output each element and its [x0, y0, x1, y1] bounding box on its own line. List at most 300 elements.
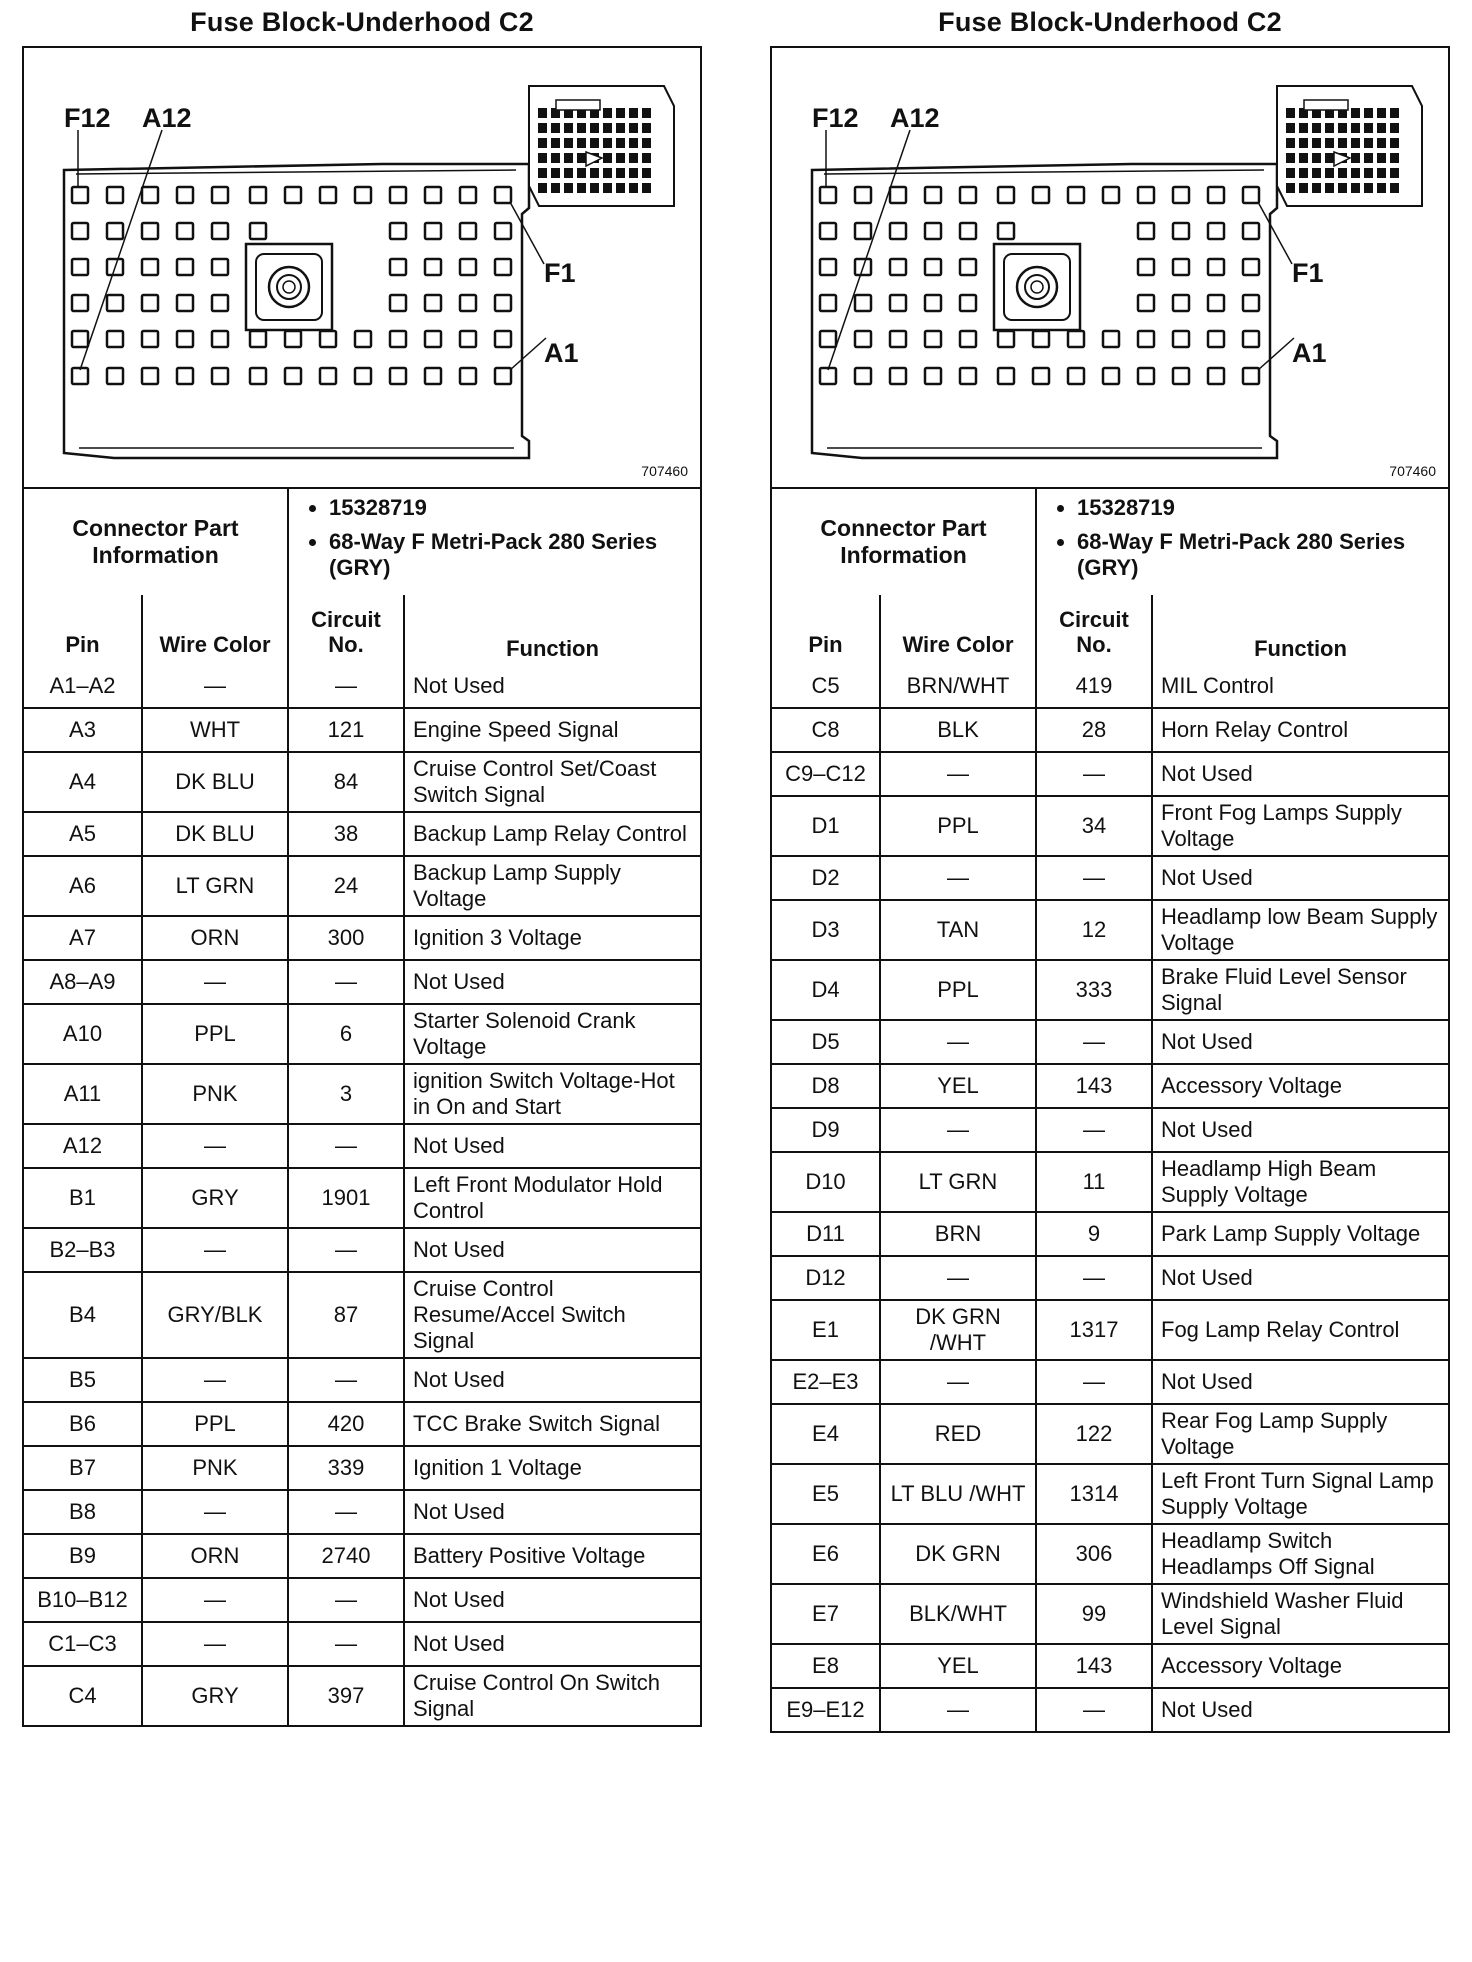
- wire-color-cell: —: [880, 752, 1036, 796]
- table-row: [24, 1666, 700, 1725]
- wire-color-cell: PPL: [880, 796, 1036, 856]
- circuit-no-cell: 333: [1036, 960, 1152, 1020]
- function-cell: Windshield Washer Fluid Level Signal: [1152, 1584, 1448, 1644]
- pin-cell: A10: [24, 1004, 142, 1064]
- label-f1: F1: [544, 258, 576, 288]
- pin-cavity: [72, 295, 88, 311]
- pin-cell: C9–C12: [772, 752, 880, 796]
- pin-cavity: [177, 368, 193, 384]
- figure-id: 707460: [641, 463, 688, 479]
- circuit-no-cell: 143: [1036, 1644, 1152, 1688]
- wire-color-cell: LT GRN: [880, 1152, 1036, 1212]
- pin-cavity: [495, 187, 511, 203]
- table-row: [772, 1020, 1448, 1064]
- table-row: [772, 1256, 1448, 1300]
- table-row: [24, 1534, 700, 1578]
- pin-cavity: [177, 259, 193, 275]
- circuit-no-cell: 28: [1036, 708, 1152, 752]
- table-row: [772, 665, 1448, 708]
- function-cell: Front Fog Lamps Supply Voltage: [1152, 796, 1448, 856]
- circuit-no-cell: —: [288, 1622, 404, 1666]
- table-row: [24, 708, 700, 752]
- circuit-no-cell: —: [1036, 1108, 1152, 1152]
- panel-title: Fuse Block-Underhood C2: [190, 7, 534, 37]
- table-row: [772, 796, 1448, 856]
- pin-cavity: [72, 368, 88, 384]
- pin-cavity: [1173, 331, 1189, 347]
- connector-3d-view: [529, 86, 674, 206]
- table-row: [24, 812, 700, 856]
- circuit-no-cell: 38: [288, 812, 404, 856]
- pin-cavity: [1243, 259, 1259, 275]
- wire-color-cell: PPL: [142, 1004, 288, 1064]
- circuit-no-cell: 419: [1036, 665, 1152, 708]
- table-row: [24, 1578, 700, 1622]
- circuit-no-cell: 1901: [288, 1168, 404, 1228]
- center-bolt-core: [1031, 281, 1043, 293]
- pin-cavity: [998, 223, 1014, 239]
- pin-cavity: [1208, 223, 1224, 239]
- table-row: [772, 708, 1448, 752]
- function-cell: Not Used: [404, 960, 700, 1004]
- wire-color-cell: —: [880, 1360, 1036, 1404]
- pin-cavity: [1103, 368, 1119, 384]
- pin-cell: D1: [772, 796, 880, 856]
- function-cell: Starter Solenoid Crank Voltage: [404, 1004, 700, 1064]
- pin-cavity: [1243, 187, 1259, 203]
- pin-table: [24, 595, 700, 1725]
- pin-cavity: [212, 259, 228, 275]
- function-cell: Not Used: [1152, 1108, 1448, 1152]
- pin-cell: E1: [772, 1300, 880, 1360]
- pin-cavity: [1103, 187, 1119, 203]
- connector-part-info: [1036, 489, 1448, 595]
- pin-cell: E2–E3: [772, 1360, 880, 1404]
- pin-cavity: [855, 331, 871, 347]
- circuit-no-cell: 11: [1036, 1152, 1152, 1212]
- header-function: Function: [404, 595, 700, 665]
- pin-cavity: [1208, 368, 1224, 384]
- pin-cavity: [355, 187, 371, 203]
- pin-cavity: [1173, 259, 1189, 275]
- header-circuit-no: Circuit No.: [288, 595, 404, 665]
- pin-cavity: [390, 295, 406, 311]
- pin-cavity: [1208, 187, 1224, 203]
- circuit-no-cell: —: [1036, 752, 1152, 796]
- connector-face-drawing: [24, 48, 700, 487]
- pin-cavity: [1138, 187, 1154, 203]
- table-row: [772, 1300, 1448, 1360]
- pin-cell: B2–B3: [24, 1228, 142, 1272]
- panel-right: [770, 0, 1450, 1733]
- function-cell: Not Used: [404, 1124, 700, 1168]
- pin-cavity: [320, 368, 336, 384]
- circuit-no-cell: 12: [1036, 900, 1152, 960]
- wire-color-cell: —: [880, 856, 1036, 900]
- pin-cavity: [960, 187, 976, 203]
- pin-cavity: [460, 368, 476, 384]
- pin-cavity: [960, 259, 976, 275]
- circuit-no-cell: 1314: [1036, 1464, 1152, 1524]
- pin-cell: A5: [24, 812, 142, 856]
- function-cell: ignition Switch Voltage-Hot in On and Start: [404, 1064, 700, 1124]
- pin-cavity: [820, 368, 836, 384]
- table-row: [24, 1622, 700, 1666]
- label-a12: A12: [890, 103, 940, 133]
- pin-cell: A4: [24, 752, 142, 812]
- circuit-no-cell: 122: [1036, 1404, 1152, 1464]
- wire-color-cell: PPL: [142, 1402, 288, 1446]
- pin-cavity: [855, 368, 871, 384]
- pin-cell: E9–E12: [772, 1688, 880, 1731]
- pin-cavity: [460, 223, 476, 239]
- table-row: [772, 1464, 1448, 1524]
- function-cell: Not Used: [1152, 1256, 1448, 1300]
- circuit-no-cell: —: [1036, 1020, 1152, 1064]
- pin-table: [772, 595, 1448, 1731]
- wire-color-cell: YEL: [880, 1644, 1036, 1688]
- circuit-no-cell: 420: [288, 1402, 404, 1446]
- pin-cavity: [1173, 223, 1189, 239]
- pin-cavity: [390, 331, 406, 347]
- pin-cavity: [925, 187, 941, 203]
- pin-cavity: [355, 368, 371, 384]
- connector-3d-view: [1277, 86, 1422, 206]
- wire-color-cell: ORN: [142, 1534, 288, 1578]
- function-cell: Park Lamp Supply Voltage: [1152, 1212, 1448, 1256]
- pin-cavity: [1243, 295, 1259, 311]
- pin-cell: B1: [24, 1168, 142, 1228]
- circuit-no-cell: —: [1036, 1360, 1152, 1404]
- pin-cavity: [425, 187, 441, 203]
- wire-color-cell: DK GRN: [880, 1524, 1036, 1584]
- pin-cavity: [425, 223, 441, 239]
- pin-cell: B6: [24, 1402, 142, 1446]
- pin-cell: A12: [24, 1124, 142, 1168]
- label-a12: A12: [142, 103, 192, 133]
- circuit-no-cell: 3: [288, 1064, 404, 1124]
- pin-cavity: [425, 259, 441, 275]
- pin-cavity: [107, 187, 123, 203]
- pin-cavity: [250, 331, 266, 347]
- pin-cell: D9: [772, 1108, 880, 1152]
- pin-cavity: [142, 223, 158, 239]
- circuit-no-cell: —: [288, 1228, 404, 1272]
- pin-cavity: [998, 187, 1014, 203]
- wire-color-cell: —: [142, 1578, 288, 1622]
- pin-cavity: [1208, 295, 1224, 311]
- function-cell: Cruise Control On Switch Signal: [404, 1666, 700, 1725]
- pin-cavity: [390, 368, 406, 384]
- pin-cavity: [250, 223, 266, 239]
- header-pin: Pin: [772, 595, 880, 665]
- circuit-no-cell: 84: [288, 752, 404, 812]
- connector-info-table: [24, 489, 700, 595]
- pin-cavity: [250, 368, 266, 384]
- circuit-no-cell: —: [288, 1490, 404, 1534]
- panel-left: [22, 0, 702, 1727]
- pin-cavity: [820, 331, 836, 347]
- circuit-no-cell: 300: [288, 916, 404, 960]
- pin-cavity: [495, 331, 511, 347]
- circuit-no-cell: 143: [1036, 1064, 1152, 1108]
- header-circuit-no: Circuit No.: [1036, 595, 1152, 665]
- pin-cell: D11: [772, 1212, 880, 1256]
- pin-cavity: [425, 368, 441, 384]
- table-row: [772, 900, 1448, 960]
- function-cell: Accessory Voltage: [1152, 1064, 1448, 1108]
- connector-diagram: [772, 48, 1448, 489]
- table-row: [772, 752, 1448, 796]
- function-cell: Not Used: [404, 1578, 700, 1622]
- circuit-no-cell: —: [288, 1578, 404, 1622]
- pin-cell: E7: [772, 1584, 880, 1644]
- table-row: [24, 1490, 700, 1534]
- pin-cavity: [1033, 368, 1049, 384]
- wire-color-cell: —: [880, 1108, 1036, 1152]
- pin-cell: B10–B12: [24, 1578, 142, 1622]
- pin-cavity: [1033, 187, 1049, 203]
- table-row: [772, 856, 1448, 900]
- function-cell: Headlamp low Beam Supply Voltage: [1152, 900, 1448, 960]
- pin-cavity: [495, 259, 511, 275]
- circuit-no-cell: —: [1036, 856, 1152, 900]
- pin-cavity: [960, 331, 976, 347]
- wire-color-cell: PPL: [880, 960, 1036, 1020]
- wire-color-cell: —: [880, 1020, 1036, 1064]
- table-row: [24, 1064, 700, 1124]
- pin-cavity: [925, 295, 941, 311]
- pin-cavity: [1138, 368, 1154, 384]
- pin-cell: D10: [772, 1152, 880, 1212]
- function-cell: Not Used: [404, 1622, 700, 1666]
- circuit-no-cell: 397: [288, 1666, 404, 1725]
- function-cell: Not Used: [1152, 1020, 1448, 1064]
- wire-color-cell: DK GRN /WHT: [880, 1300, 1036, 1360]
- wire-color-cell: PNK: [142, 1064, 288, 1124]
- pin-cavity: [1068, 331, 1084, 347]
- function-cell: Not Used: [1152, 1688, 1448, 1731]
- table-row: [24, 1004, 700, 1064]
- pin-cavity: [1138, 223, 1154, 239]
- pin-cavity: [212, 187, 228, 203]
- pin-cavity: [1243, 223, 1259, 239]
- pin-cavity: [925, 331, 941, 347]
- pin-cavity: [425, 331, 441, 347]
- function-cell: Not Used: [404, 1358, 700, 1402]
- pin-cell: E8: [772, 1644, 880, 1688]
- pin-cavity: [495, 295, 511, 311]
- function-cell: Not Used: [1152, 752, 1448, 796]
- function-cell: Horn Relay Control: [1152, 708, 1448, 752]
- connector-face-drawing: [772, 48, 1448, 487]
- figure-id: 707460: [1389, 463, 1436, 479]
- wire-color-cell: —: [142, 1622, 288, 1666]
- wire-color-cell: GRY: [142, 1666, 288, 1725]
- function-cell: Not Used: [404, 665, 700, 708]
- pin-cell: A8–A9: [24, 960, 142, 1004]
- pin-cavity: [1138, 259, 1154, 275]
- pin-cell: C5: [772, 665, 880, 708]
- leader-a1: [1258, 338, 1294, 370]
- table-row: [772, 1212, 1448, 1256]
- wire-color-cell: GRY: [142, 1168, 288, 1228]
- table-row: [24, 1168, 700, 1228]
- table-row: [772, 1644, 1448, 1688]
- circuit-no-cell: 339: [288, 1446, 404, 1490]
- pin-cavity: [1033, 331, 1049, 347]
- circuit-no-cell: 87: [288, 1272, 404, 1358]
- pin-cavity: [1243, 331, 1259, 347]
- pin-cavity: [177, 295, 193, 311]
- function-cell: Brake Fluid Level Sensor Signal: [1152, 960, 1448, 1020]
- pin-cavity: [1243, 368, 1259, 384]
- pin-cavity: [390, 223, 406, 239]
- pin-cavity: [820, 295, 836, 311]
- wire-color-cell: YEL: [880, 1064, 1036, 1108]
- wire-color-cell: —: [880, 1688, 1036, 1731]
- table-row: [24, 856, 700, 916]
- connector-diagram: [24, 48, 700, 489]
- function-cell: Accessory Voltage: [1152, 1644, 1448, 1688]
- circuit-no-cell: 1317: [1036, 1300, 1152, 1360]
- pin-cavity: [320, 187, 336, 203]
- pin-cavity: [107, 295, 123, 311]
- pin-cell: D5: [772, 1020, 880, 1064]
- pin-cavity: [460, 259, 476, 275]
- header-pin: Pin: [24, 595, 142, 665]
- pin-cavity: [1208, 331, 1224, 347]
- wire-color-cell: —: [142, 665, 288, 708]
- wire-color-cell: DK BLU: [142, 812, 288, 856]
- connector-part-info: [288, 489, 700, 595]
- pin-cavity: [820, 259, 836, 275]
- pin-cavity: [998, 331, 1014, 347]
- pin-cavity: [960, 223, 976, 239]
- table-row: [24, 752, 700, 812]
- pin-cavity: [177, 331, 193, 347]
- circuit-no-cell: —: [1036, 1688, 1152, 1731]
- circuit-no-cell: 306: [1036, 1524, 1152, 1584]
- circuit-no-cell: 34: [1036, 796, 1152, 856]
- pin-cavity: [855, 223, 871, 239]
- pin-cell: A7: [24, 916, 142, 960]
- top-rail: [824, 170, 1264, 174]
- panel-frame: [770, 46, 1450, 1733]
- function-cell: Not Used: [404, 1228, 700, 1272]
- label-f1: F1: [1292, 258, 1324, 288]
- function-cell: Ignition 3 Voltage: [404, 916, 700, 960]
- pin-cell: E4: [772, 1404, 880, 1464]
- pin-cell: A3: [24, 708, 142, 752]
- pin-cavity: [1173, 187, 1189, 203]
- pin-cavity: [925, 368, 941, 384]
- pin-cavity: [212, 368, 228, 384]
- circuit-no-cell: 121: [288, 708, 404, 752]
- function-cell: Headlamp High Beam Supply Voltage: [1152, 1152, 1448, 1212]
- pin-cell: A6: [24, 856, 142, 916]
- function-cell: Left Front Modulator Hold Control: [404, 1168, 700, 1228]
- wire-color-cell: BRN: [880, 1212, 1036, 1256]
- pin-cavity: [142, 331, 158, 347]
- pin-cavity: [890, 368, 906, 384]
- table-row: [24, 665, 700, 708]
- pin-cavity: [1138, 331, 1154, 347]
- pin-cavity: [142, 295, 158, 311]
- pin-cavity: [212, 295, 228, 311]
- table-row: [24, 1358, 700, 1402]
- table-row: [772, 1152, 1448, 1212]
- pin-cavity: [1068, 368, 1084, 384]
- panel-title: Fuse Block-Underhood C2: [938, 7, 1282, 37]
- wire-color-cell: RED: [880, 1404, 1036, 1464]
- pin-cavity: [177, 223, 193, 239]
- wire-color-cell: BLK: [880, 708, 1036, 752]
- function-cell: Not Used: [1152, 856, 1448, 900]
- table-row: [24, 1272, 700, 1358]
- function-cell: Not Used: [1152, 1360, 1448, 1404]
- label-f12: F12: [64, 103, 111, 133]
- pin-cavity: [820, 187, 836, 203]
- circuit-no-cell: 99: [1036, 1584, 1152, 1644]
- function-cell: MIL Control: [1152, 665, 1448, 708]
- wire-color-cell: LT GRN: [142, 856, 288, 916]
- circuit-no-cell: —: [288, 1124, 404, 1168]
- connector-part-number: • 15328719: [329, 495, 690, 521]
- label-a1: A1: [544, 338, 579, 368]
- pin-cavity: [107, 331, 123, 347]
- pin-cell: C1–C3: [24, 1622, 142, 1666]
- table-row: [772, 1108, 1448, 1152]
- header-wire-color: Wire Color: [142, 595, 288, 665]
- wire-color-cell: TAN: [880, 900, 1036, 960]
- pin-cavity: [355, 331, 371, 347]
- pin-cavity: [107, 368, 123, 384]
- circuit-no-cell: —: [1036, 1256, 1152, 1300]
- table-row: [24, 1228, 700, 1272]
- pin-cell: D12: [772, 1256, 880, 1300]
- function-cell: Rear Fog Lamp Supply Voltage: [1152, 1404, 1448, 1464]
- pin-cell: A1–A2: [24, 665, 142, 708]
- leader-a1: [510, 338, 546, 370]
- wire-color-cell: PNK: [142, 1446, 288, 1490]
- pin-cavity: [925, 223, 941, 239]
- label-a1: A1: [1292, 338, 1327, 368]
- pin-cell: D2: [772, 856, 880, 900]
- pin-cell: D8: [772, 1064, 880, 1108]
- wire-color-cell: BLK/WHT: [880, 1584, 1036, 1644]
- header-function: Function: [1152, 595, 1448, 665]
- function-cell: Cruise Control Set/Coast Switch Signal: [404, 752, 700, 812]
- wire-color-cell: GRY/BLK: [142, 1272, 288, 1358]
- pin-cavity: [495, 223, 511, 239]
- pin-cavity: [855, 295, 871, 311]
- pin-cavity: [855, 187, 871, 203]
- table-row: [772, 1584, 1448, 1644]
- connector-part-type: • 68-Way F Metri-Pack 280 Series (GRY): [1077, 529, 1438, 581]
- function-cell: Backup Lamp Relay Control: [404, 812, 700, 856]
- header-wire-color: Wire Color: [880, 595, 1036, 665]
- table-row: [772, 1064, 1448, 1108]
- pin-cavity: [72, 187, 88, 203]
- pin-cavity: [495, 368, 511, 384]
- pin-cavity: [1173, 368, 1189, 384]
- pin-cavity: [460, 331, 476, 347]
- pin-cavity: [72, 223, 88, 239]
- pin-cavity: [72, 259, 88, 275]
- center-bolt-core: [283, 281, 295, 293]
- table-row: [24, 1124, 700, 1168]
